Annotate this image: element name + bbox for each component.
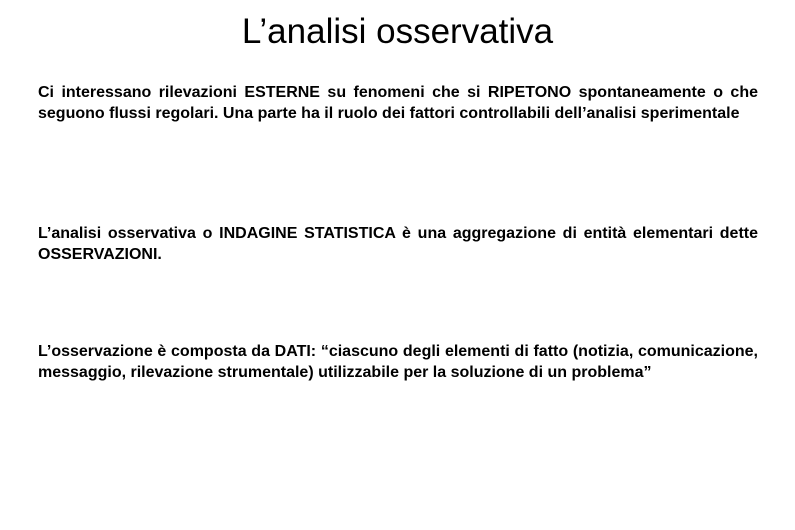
paragraph-statistical-survey: L’analisi osservativa o INDAGINE STATISTICA è una aggregazione di entità elementari dette OSSERVAZIONI. xyxy=(38,225,758,263)
paragraph-external-observations: Ci interessano rilevazioni ESTERNE su fenomeni che si RIPETONO spontaneamente o che seguono flussi regolari. Una parte ha il ruolo dei fattori controllabili dell’analisi sperimentale xyxy=(38,84,758,122)
slide-title: L’analisi osservativa xyxy=(241,12,554,51)
paragraph-observation-data: L’osservazione è composta da DATI: “ciascuno degli elementi di fatto (notizia, comunicazione, messaggio, rilevazione strumentale) utilizzabile per la soluzione di un problema” xyxy=(38,343,758,381)
